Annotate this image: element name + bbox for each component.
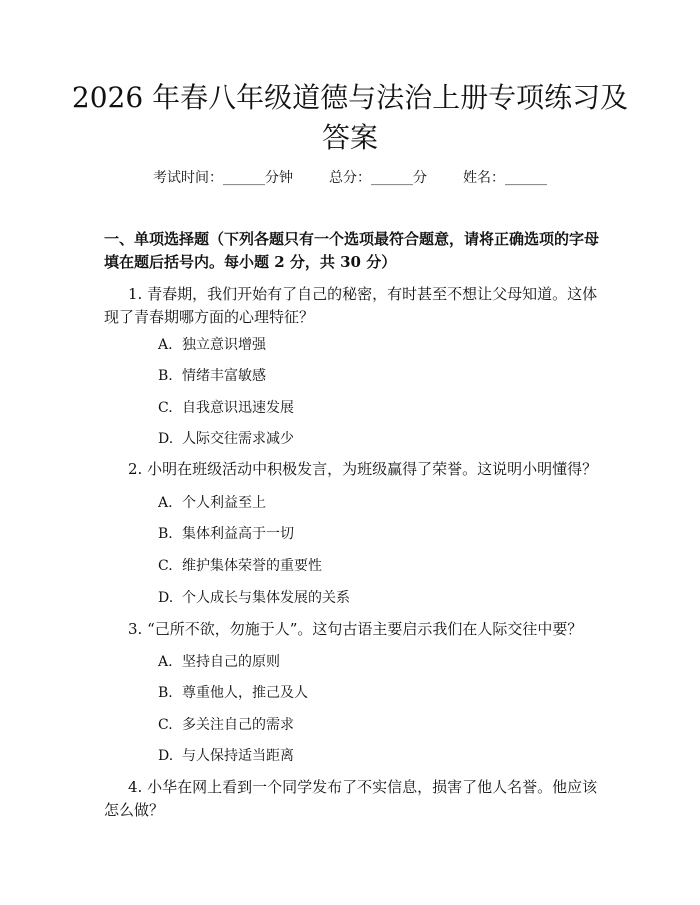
question-1-option-d xyxy=(158,429,294,449)
option-letter: A. xyxy=(158,337,173,353)
question-3-option-c xyxy=(158,715,294,735)
option-letter: A. xyxy=(158,654,173,670)
option-text: 个人利益至上 xyxy=(182,495,266,511)
option-text: 个人成长与集体发展的关系 xyxy=(182,590,350,606)
question-1-stem: 1. 青春期，我们开始有了自己的秘密，有时甚至不想让父母知道。这体现了青春期哪方面的心理特征？ xyxy=(104,285,598,326)
option-letter: C. xyxy=(158,400,173,416)
question-3-option-d xyxy=(158,746,294,766)
option-letter: A. xyxy=(158,495,173,511)
question-1-option-c xyxy=(158,398,294,418)
option-text: 坚持自己的原则 xyxy=(182,654,280,670)
option-letter: D. xyxy=(158,590,174,606)
option-text: 与人保持适当距离 xyxy=(182,748,294,764)
question-2-option-c xyxy=(158,556,322,576)
question-1-option-a xyxy=(158,335,266,355)
exam-info-line xyxy=(0,168,700,188)
question-2-option-b xyxy=(158,524,294,544)
student-name-field: 姓名：______ xyxy=(463,170,547,186)
question-2-option-d xyxy=(158,588,350,608)
option-text: 人际交往需求减少 xyxy=(182,431,294,447)
option-text: 多关注自己的需求 xyxy=(182,717,294,733)
page-title: 2026 年春八年级道德与法治上册专项练习及答案 xyxy=(71,81,629,154)
option-text: 自我意识迅速发展 xyxy=(182,400,294,416)
section-heading: 一、单项选择题（下列各题只有一个选项最符合题意，请将正确选项的字母填在题后括号内。每小题 2 分，共 30 分） xyxy=(104,230,600,271)
option-text: 尊重他人，推己及人 xyxy=(182,685,308,701)
total-score-field: 总分：______分 xyxy=(329,170,427,186)
question-2-stem: 2. 小明在班级活动中积极发言，为班级赢得了荣誉。这说明小明懂得？ xyxy=(128,460,598,478)
question-3-option-b xyxy=(158,683,308,703)
option-text: 独立意识增强 xyxy=(182,337,266,353)
question-2-option-a xyxy=(158,493,266,513)
option-letter: C. xyxy=(158,717,173,733)
question-3-stem: 3. “己所不欲，勿施于人”。这句古语主要启示我们在人际交往中要？ xyxy=(128,620,583,638)
question-4-stem: 4. 小华在网上看到一个同学发布了不实信息，损害了他人名誉。他应该怎么做？ xyxy=(104,778,598,819)
option-letter: B. xyxy=(158,368,173,384)
option-text: 维护集体荣誉的重要性 xyxy=(182,558,322,574)
option-letter: D. xyxy=(158,431,174,447)
question-3-option-a xyxy=(158,652,280,672)
exam-time-field: 考试时间：______分钟 xyxy=(153,170,293,186)
option-letter: C. xyxy=(158,558,173,574)
option-letter: B. xyxy=(158,685,173,701)
option-text: 情绪丰富敏感 xyxy=(182,368,266,384)
option-letter: D. xyxy=(158,748,174,764)
question-1-option-b xyxy=(158,366,266,386)
option-letter: B. xyxy=(158,526,173,542)
option-text: 集体利益高于一切 xyxy=(182,526,294,542)
